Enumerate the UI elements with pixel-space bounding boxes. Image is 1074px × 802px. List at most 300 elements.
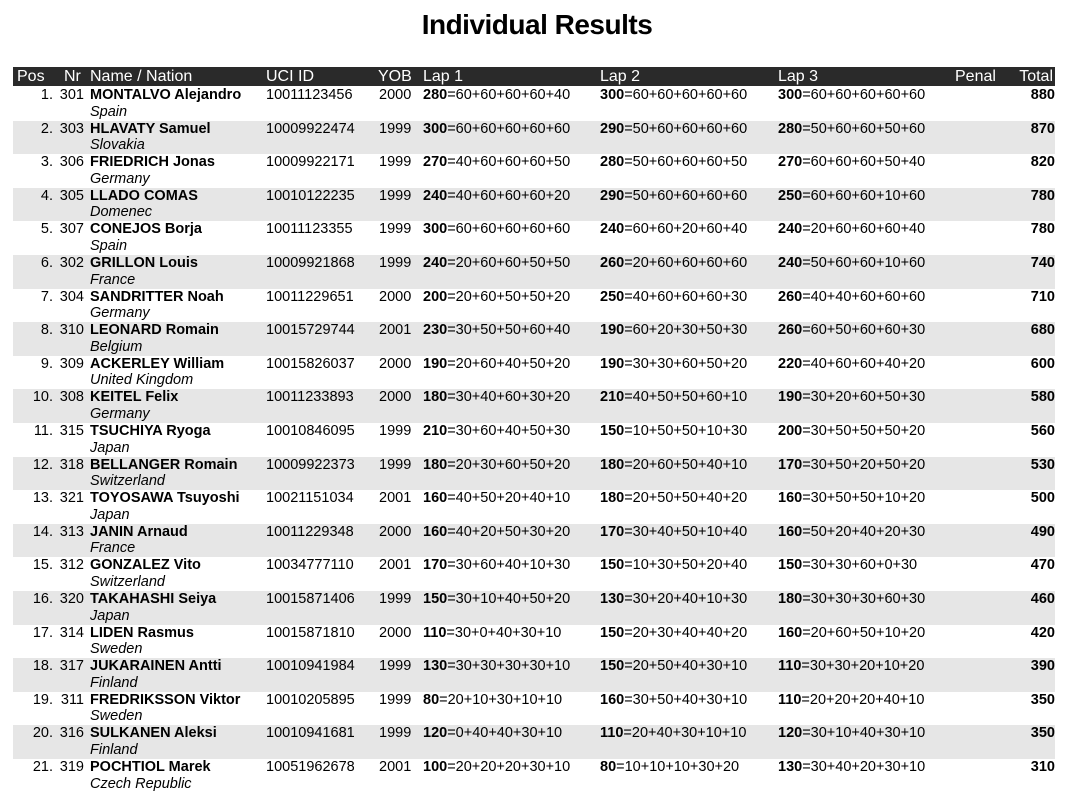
row-nation: Japan (90, 439, 130, 456)
row-total: 310 (1030, 759, 1055, 775)
row-name: SANDRITTER Noah (90, 288, 224, 305)
row-nr: 303 (59, 120, 84, 137)
lap2-score: 190 (600, 322, 625, 339)
lap2-detail: =10+10+10+30+20 (616, 759, 740, 775)
row-uci-id: 10009921868 (266, 255, 355, 271)
table-row (13, 490, 1055, 524)
lap1-detail: =20+60+40+50+20 (447, 355, 571, 372)
table-row (13, 759, 1055, 793)
lap1-score: 80 (423, 691, 440, 708)
row-yob: 1999 (379, 591, 412, 607)
table-row (13, 423, 1055, 457)
row-nr: 314 (59, 624, 84, 641)
lap1-score: 150 (423, 591, 448, 607)
row-pos: 2. (40, 120, 53, 137)
row-lap2 (600, 221, 747, 238)
page-title: Individual Results (421, 9, 653, 40)
row-uci-id: 10010205895 (266, 691, 355, 708)
row-pos: 5. (40, 221, 53, 238)
row-name: LIDEN Rasmus (90, 624, 194, 641)
row-uci-id: 10009922171 (266, 154, 355, 171)
col-lap2: Lap 2 (600, 68, 641, 85)
row-lap1 (423, 457, 570, 474)
row-pos: 18. (32, 658, 53, 675)
lap3-score: 160 (778, 624, 803, 641)
row-lap3 (778, 289, 925, 306)
row-nation: Finland (90, 741, 138, 758)
lap2-score: 300 (600, 87, 625, 103)
row-nation: United Kingdom (90, 372, 194, 389)
row-name: GRILLON Louis (90, 255, 198, 271)
row-nation: Japan (90, 607, 130, 624)
lap3-detail: =30+50+50+10+20 (802, 490, 926, 507)
lap1-detail: =30+30+30+30+10 (447, 658, 571, 675)
lap1-detail: =30+60+40+50+30 (447, 423, 571, 439)
col-total: Total (1019, 68, 1053, 85)
row-lap1 (423, 591, 570, 608)
row-pos: 11. (33, 423, 53, 439)
row-nr: 318 (59, 456, 84, 473)
lap1-detail: =30+10+40+50+20 (447, 591, 571, 607)
row-total: 490 (1030, 523, 1055, 540)
row-nr: 316 (59, 725, 84, 742)
lap3-detail: =30+50+20+50+20 (802, 456, 926, 473)
lap2-score: 160 (600, 691, 625, 708)
row-total: 390 (1030, 658, 1055, 675)
row-yob: 1999 (379, 691, 412, 708)
lap1-score: 240 (423, 187, 448, 204)
row-yob: 1999 (379, 120, 412, 137)
table-row (13, 188, 1055, 222)
row-lap2 (600, 759, 739, 776)
lap2-score: 190 (600, 355, 625, 372)
row-yob: 1999 (379, 725, 412, 742)
row-name: TOYOSAWA Tsuyoshi (90, 490, 240, 507)
row-nr: 309 (59, 355, 84, 372)
row-nr: 311 (60, 691, 84, 708)
row-pos: 15. (32, 557, 53, 574)
row-nr: 307 (59, 221, 84, 238)
lap3-detail: =40+40+60+60+60 (802, 288, 926, 305)
lap2-score: 150 (600, 557, 625, 574)
row-lap2 (600, 121, 747, 138)
lap2-score: 210 (600, 389, 625, 406)
lap2-score: 290 (600, 120, 625, 137)
row-lap1 (423, 557, 570, 574)
row-nation: Czech Republic (90, 775, 192, 792)
lap3-score: 280 (778, 120, 803, 137)
row-lap2 (600, 154, 747, 171)
lap1-detail: =20+30+60+50+20 (447, 456, 571, 473)
row-pos: 17. (32, 624, 53, 641)
table-header (13, 67, 1055, 86)
lap3-score: 200 (778, 423, 803, 439)
lap3-detail: =40+60+60+40+20 (802, 355, 926, 372)
row-nr: 320 (59, 591, 84, 607)
row-yob: 1999 (379, 221, 412, 238)
lap2-score: 180 (600, 456, 625, 473)
lap3-score: 120 (778, 725, 803, 742)
lap3-score: 250 (778, 187, 803, 204)
lap3-detail: =30+20+60+50+30 (802, 389, 926, 406)
row-total: 580 (1030, 389, 1055, 406)
row-uci-id: 10011229651 (266, 288, 354, 305)
row-name: FRIEDRICH Jonas (90, 154, 215, 171)
row-nation: Germany (90, 305, 150, 322)
row-pos: 1. (40, 87, 53, 103)
lap2-detail: =50+60+60+60+60 (624, 187, 748, 204)
col-uci: UCI ID (266, 68, 314, 85)
lap3-detail: =60+60+60+10+60 (802, 187, 926, 204)
row-pos: 7. (40, 288, 53, 305)
row-lap1 (423, 625, 561, 642)
lap1-detail: =20+60+60+50+50 (447, 255, 571, 271)
table-row (13, 658, 1055, 692)
lap2-detail: =40+50+50+60+10 (624, 389, 748, 406)
lap3-score: 240 (778, 255, 803, 271)
row-lap1 (423, 658, 570, 675)
row-lap3 (778, 255, 925, 272)
row-nation: Japan (90, 506, 130, 523)
lap1-detail: =40+20+50+30+20 (447, 523, 571, 540)
lap1-detail: =30+40+60+30+20 (447, 389, 571, 406)
row-name: FREDRIKSSON Viktor (90, 691, 241, 708)
row-lap1 (423, 289, 570, 306)
row-nr: 312 (59, 557, 84, 574)
lap1-detail: =60+60+60+60+60 (447, 221, 571, 238)
row-yob: 1999 (379, 187, 412, 204)
row-yob: 2000 (379, 523, 412, 540)
lap2-score: 280 (600, 154, 625, 171)
row-name: CONEJOS Borja (90, 221, 202, 238)
row-lap2 (600, 490, 747, 507)
row-name: LEONARD Romain (90, 322, 219, 339)
lap2-detail: =60+20+30+50+30 (624, 322, 748, 339)
row-yob: 1999 (379, 154, 412, 171)
row-nation: Finland (90, 674, 138, 691)
table-row (13, 457, 1055, 491)
row-pos: 14. (32, 523, 53, 540)
lap2-score: 150 (600, 423, 625, 439)
lap2-score: 130 (600, 591, 625, 607)
table-row (13, 322, 1055, 356)
row-name: SULKANEN Aleksi (90, 725, 217, 742)
row-lap3 (778, 322, 925, 339)
lap2-detail: =30+30+60+50+20 (624, 355, 748, 372)
row-lap1 (423, 188, 570, 205)
row-lap2 (600, 423, 747, 440)
row-pos: 8. (40, 322, 53, 339)
row-name: BELLANGER Romain (90, 456, 238, 473)
lap1-detail: =60+60+60+60+60 (447, 120, 571, 137)
row-nr: 301 (59, 87, 84, 103)
row-yob: 2001 (379, 759, 412, 775)
row-nation: Switzerland (90, 473, 165, 490)
row-yob: 1999 (379, 658, 412, 675)
lap1-detail: =40+50+20+40+10 (447, 490, 571, 507)
lap3-detail: =20+60+50+10+20 (802, 624, 926, 641)
lap1-score: 180 (423, 456, 448, 473)
row-total: 530 (1030, 456, 1055, 473)
lap2-score: 290 (600, 187, 625, 204)
row-uci-id: 10034777110 (266, 557, 354, 574)
lap2-score: 180 (600, 490, 625, 507)
row-lap2 (600, 356, 747, 373)
lap3-detail: =60+60+60+50+40 (802, 154, 926, 171)
lap1-score: 300 (423, 120, 448, 137)
lap2-detail: =20+50+40+30+10 (624, 658, 748, 675)
row-nation: Sweden (90, 708, 143, 725)
row-total: 460 (1030, 591, 1055, 607)
lap3-score: 160 (778, 523, 803, 540)
lap2-detail: =20+50+50+40+20 (624, 490, 748, 507)
row-total: 780 (1030, 221, 1055, 238)
lap3-detail: =20+60+60+60+40 (802, 221, 926, 238)
row-pos: 21. (32, 759, 53, 775)
row-lap2 (600, 725, 746, 742)
table-row (13, 87, 1055, 121)
row-yob: 1999 (379, 423, 412, 439)
row-lap3 (778, 557, 917, 574)
row-lap2 (600, 692, 747, 709)
row-uci-id: 10021151034 (266, 490, 354, 507)
lap3-score: 150 (778, 557, 803, 574)
lap1-score: 230 (423, 322, 448, 339)
row-yob: 2000 (379, 389, 412, 406)
row-nr: 321 (59, 490, 84, 507)
lap3-score: 260 (778, 288, 803, 305)
row-uci-id: 10011123355 (266, 221, 353, 238)
lap1-score: 120 (423, 725, 448, 742)
lap3-score: 300 (778, 87, 803, 103)
table-row (13, 692, 1055, 726)
lap3-detail: =30+30+30+60+30 (802, 591, 926, 607)
lap3-detail: =50+20+40+20+30 (802, 523, 926, 540)
row-uci-id: 10010846095 (266, 423, 355, 439)
lap2-score: 170 (600, 523, 625, 540)
row-yob: 2001 (379, 490, 412, 507)
row-lap1 (423, 87, 570, 104)
lap3-score: 170 (778, 456, 803, 473)
lap3-detail: =30+50+50+50+20 (802, 423, 926, 439)
table-row (13, 121, 1055, 155)
table-row (13, 356, 1055, 390)
lap3-score: 270 (778, 154, 803, 171)
lap3-score: 220 (778, 355, 803, 372)
row-total: 500 (1030, 490, 1055, 507)
row-lap2 (600, 255, 747, 272)
row-total: 560 (1030, 423, 1055, 439)
row-total: 710 (1030, 288, 1055, 305)
lap1-score: 130 (423, 658, 448, 675)
row-lap1 (423, 692, 562, 709)
row-name: GONZALEZ Vito (90, 557, 201, 574)
lap3-detail: =30+30+60+0+30 (802, 557, 918, 574)
row-total: 420 (1030, 624, 1055, 641)
lap2-score: 260 (600, 255, 625, 271)
row-name: HLAVATY Samuel (90, 120, 211, 137)
lap2-detail: =50+60+60+60+60 (624, 120, 748, 137)
lap2-detail: =40+60+60+60+30 (624, 288, 748, 305)
row-nation: Slovakia (90, 137, 145, 154)
row-nation: Belgium (90, 338, 143, 355)
lap1-detail: =0+40+40+30+10 (447, 725, 563, 742)
lap1-detail: =20+10+30+10+10 (439, 691, 563, 708)
row-lap3 (778, 356, 925, 373)
lap1-score: 190 (423, 355, 448, 372)
lap1-score: 240 (423, 255, 448, 271)
row-nr: 305 (59, 187, 84, 204)
row-total: 820 (1030, 154, 1055, 171)
lap3-detail: =30+40+20+30+10 (802, 759, 926, 775)
row-total: 350 (1030, 691, 1055, 708)
row-pos: 9. (40, 355, 53, 372)
row-lap1 (423, 524, 570, 541)
lap2-detail: =10+50+50+10+30 (624, 423, 748, 439)
row-name: MONTALVO Alejandro (90, 87, 242, 103)
lap1-score: 110 (423, 624, 447, 641)
row-yob: 2001 (379, 322, 412, 339)
row-nr: 315 (59, 423, 84, 439)
lap1-detail: =40+60+60+60+50 (447, 154, 571, 171)
row-nation: Germany (90, 170, 150, 187)
row-lap3 (778, 389, 925, 406)
row-lap2 (600, 557, 747, 574)
row-uci-id: 10015871406 (266, 591, 355, 607)
col-lap1: Lap 1 (423, 68, 464, 85)
row-uci-id: 10015729744 (266, 322, 355, 339)
lap1-detail: =30+0+40+30+10 (446, 624, 562, 641)
row-nation: Sweden (90, 641, 143, 658)
lap3-score: 160 (778, 490, 803, 507)
row-lap3 (778, 625, 925, 642)
row-lap3 (778, 188, 925, 205)
row-total: 470 (1030, 557, 1055, 574)
row-lap3 (778, 121, 925, 138)
row-yob: 1999 (379, 255, 412, 271)
lap1-detail: =60+60+60+60+40 (447, 87, 571, 103)
row-yob: 2001 (379, 557, 412, 574)
row-nr: 310 (59, 322, 84, 339)
row-lap3 (778, 658, 924, 675)
row-name: ACKERLEY William (90, 355, 225, 372)
row-lap2 (600, 591, 747, 608)
row-name: TAKAHASHI Seiya (90, 591, 217, 607)
lap2-detail: =60+60+20+60+40 (624, 221, 748, 238)
row-name: KEITEL Felix (90, 389, 179, 406)
row-name: TSUCHIYA Ryoga (90, 423, 211, 439)
row-lap2 (600, 188, 747, 205)
lap2-score: 250 (600, 288, 625, 305)
row-nation: France (90, 271, 136, 288)
row-uci-id: 10011233893 (266, 389, 354, 406)
row-lap2 (600, 524, 747, 541)
row-uci-id: 10015871810 (266, 624, 355, 641)
row-pos: 4. (40, 187, 53, 204)
row-total: 870 (1030, 120, 1055, 137)
lap2-score: 80 (600, 759, 617, 775)
row-nation: Spain (90, 237, 128, 254)
row-lap3 (778, 490, 925, 507)
row-lap3 (778, 457, 925, 474)
lap2-detail: =30+50+40+30+10 (624, 691, 748, 708)
row-uci-id: 10011123456 (266, 87, 353, 103)
row-lap1 (423, 389, 570, 406)
row-pos: 12. (32, 456, 53, 473)
row-total: 600 (1030, 355, 1055, 372)
lap2-detail: =20+30+40+40+20 (624, 624, 748, 641)
row-lap1 (423, 725, 562, 742)
lap3-detail: =30+30+20+10+20 (801, 658, 925, 675)
row-name: POCHTIOL Marek (90, 759, 211, 775)
row-uci-id: 10010941984 (266, 658, 355, 675)
row-total: 680 (1030, 322, 1055, 339)
row-nr: 306 (59, 154, 84, 171)
row-uci-id: 10011229348 (266, 523, 354, 540)
table-row (13, 591, 1055, 625)
lap1-score: 170 (423, 557, 448, 574)
lap2-score: 150 (600, 658, 625, 675)
row-yob: 2000 (379, 355, 412, 372)
row-pos: 20. (32, 725, 53, 742)
row-nr: 308 (59, 389, 84, 406)
lap3-detail: =60+60+60+60+60 (802, 87, 926, 103)
row-lap3 (778, 524, 925, 541)
row-lap1 (423, 356, 570, 373)
row-nation: Germany (90, 405, 150, 422)
row-lap3 (778, 423, 925, 440)
row-nation: France (90, 540, 136, 557)
row-nr: 319 (59, 759, 84, 775)
row-lap1 (423, 221, 570, 238)
lap2-detail: =30+40+50+10+40 (624, 523, 748, 540)
row-lap1 (423, 423, 570, 440)
row-total: 780 (1030, 187, 1055, 204)
lap3-score: 180 (778, 591, 803, 607)
row-nr: 313 (59, 523, 84, 540)
row-nation: Switzerland (90, 573, 165, 590)
row-total: 350 (1030, 725, 1055, 742)
lap3-score: 130 (778, 759, 803, 775)
lap2-detail: =10+30+50+20+40 (624, 557, 748, 574)
col-name: Name / Nation (90, 68, 193, 85)
col-yob: YOB (378, 68, 412, 85)
lap2-detail: =60+60+60+60+60 (624, 87, 748, 103)
row-lap2 (600, 289, 747, 306)
row-name: JUKARAINEN Antti (90, 658, 222, 675)
row-lap2 (600, 457, 747, 474)
col-nr: Nr (64, 68, 81, 85)
col-lap3: Lap 3 (778, 68, 819, 85)
row-name: LLADO COMAS (90, 187, 198, 204)
row-lap3 (778, 725, 925, 742)
table-row (13, 255, 1055, 289)
row-nation: Spain (90, 103, 128, 120)
lap1-score: 160 (423, 490, 448, 507)
row-yob: 2000 (379, 87, 412, 103)
lap3-score: 110 (778, 691, 802, 708)
row-yob: 2000 (379, 288, 412, 305)
row-total: 740 (1030, 255, 1055, 271)
lap1-detail: =20+60+50+50+20 (447, 288, 571, 305)
row-lap3 (778, 87, 925, 104)
lap3-detail: =50+60+60+50+60 (802, 120, 926, 137)
row-pos: 19. (32, 691, 53, 708)
lap1-score: 100 (423, 759, 448, 775)
row-total: 880 (1030, 87, 1055, 103)
table-row (13, 389, 1055, 423)
col-pos: Pos (17, 68, 45, 85)
